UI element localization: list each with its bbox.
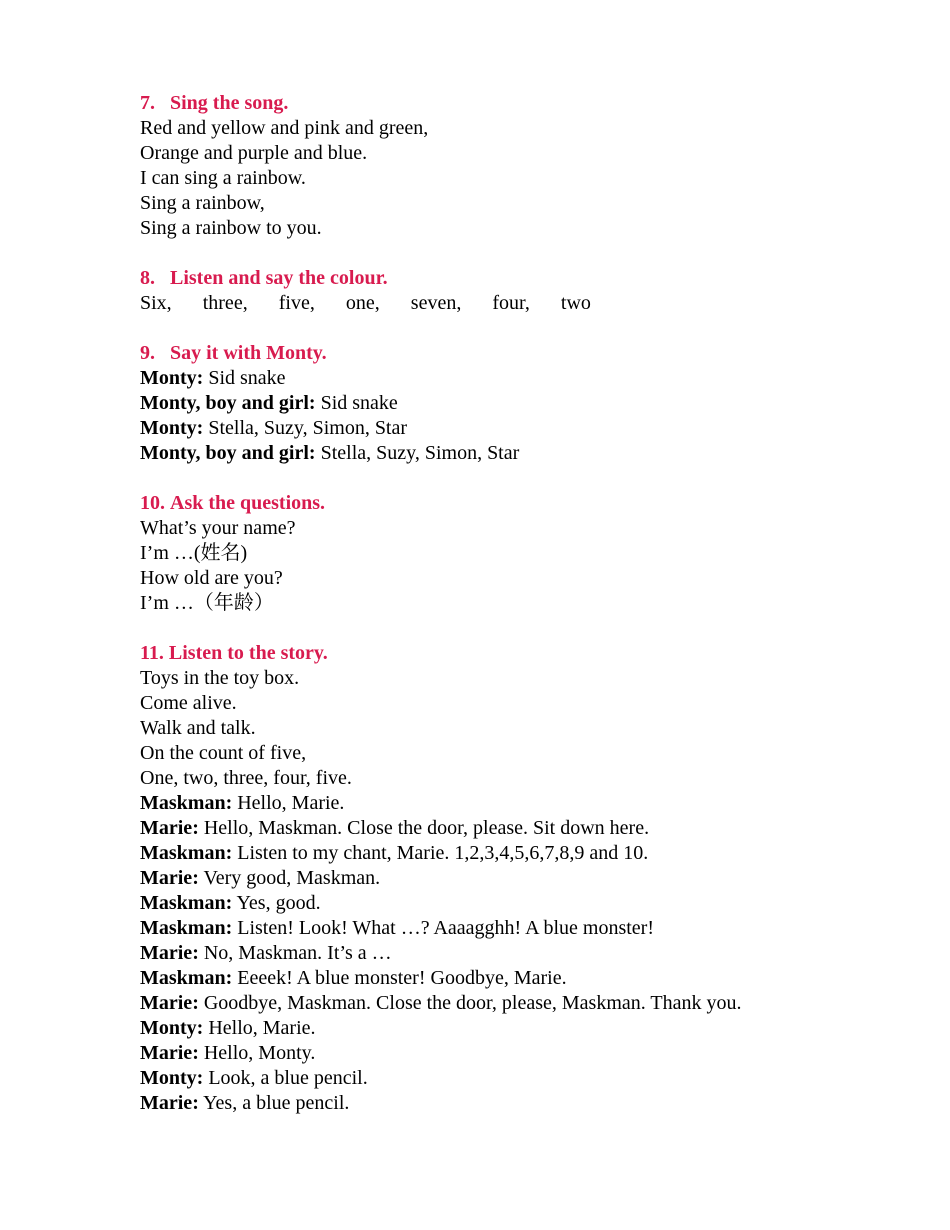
song-line: Sing a rainbow, [140, 192, 265, 214]
section-number: 9. [140, 342, 155, 364]
number-word: seven, [410, 292, 462, 314]
dialogue-text: Very good, Maskman. [198, 867, 381, 889]
number-word: two [560, 292, 591, 314]
dialogue-text: Yes, good. [232, 892, 321, 914]
section-10-heading [140, 491, 900, 516]
dialogue-text: Listen to my chant, Marie. 1,2,3,4,5,6,7,8,9 and 10. [232, 842, 649, 864]
number-word: Six, [140, 292, 172, 314]
song-line: Sing a rainbow to you. [140, 217, 322, 239]
document-page [140, 91, 900, 1116]
speaker-name: Maskman: [140, 892, 233, 914]
section-number: 10. [140, 492, 165, 514]
dialogue-line [140, 441, 900, 466]
speaker-name: Maskman: [140, 792, 233, 814]
question-line: What’s your name? [140, 517, 296, 539]
song-line: Red and yellow and pink and green, [140, 117, 429, 139]
section-9-heading [140, 341, 900, 366]
speaker-name: Marie: [140, 867, 199, 889]
song-line: Orange and purple and blue. [140, 142, 368, 164]
dialogue-line [140, 866, 900, 891]
speaker-name: Maskman: [140, 967, 233, 989]
number-word: three, [202, 292, 248, 314]
dialogue-text: Listen! Look! What …? Aaaagghh! A blue monster! [232, 917, 654, 939]
dialogue-text: Stella, Suzy, Simon, Star [315, 442, 520, 464]
number-word: one, [345, 292, 380, 314]
spacer [140, 616, 900, 641]
dialogue-line [140, 416, 900, 441]
dialogue-line [140, 891, 900, 916]
dialogue-text: Eeeek! A blue monster! Goodbye, Marie. [232, 967, 567, 989]
speaker-name: Marie: [140, 1042, 199, 1064]
speaker-name: Monty: [140, 367, 204, 389]
dialogue-line [140, 1041, 900, 1066]
number-word: five, [278, 292, 315, 314]
section-8-heading [140, 266, 900, 291]
chant-line: On the count of five, [140, 742, 307, 764]
dialogue-line [140, 791, 900, 816]
section-number: 8. [140, 267, 155, 289]
speaker-name: Maskman: [140, 917, 233, 939]
spacer [140, 241, 900, 266]
spacer [140, 316, 900, 341]
number-words-row [140, 291, 591, 316]
speaker-name: Marie: [140, 942, 199, 964]
speaker-name: Marie: [140, 992, 199, 1014]
speaker-name: Monty: [140, 1017, 204, 1039]
dialogue-text: Sid snake [203, 367, 286, 389]
dialogue-line [140, 916, 900, 941]
dialogue-text: Sid snake [315, 392, 398, 414]
question-line: How old are you? [140, 567, 283, 589]
chant-line: One, two, three, four, five. [140, 767, 352, 789]
dialogue-line [140, 1016, 900, 1041]
song-line: I can sing a rainbow. [140, 167, 306, 189]
section-title: Ask the questions. [170, 492, 326, 514]
number-word: four, [492, 292, 530, 314]
dialogue-line [140, 391, 900, 416]
dialogue-line [140, 1091, 900, 1116]
chant-line: Walk and talk. [140, 717, 256, 739]
dialogue-line [140, 1066, 900, 1091]
section-title: Listen to the story. [168, 642, 328, 664]
speaker-name: Monty: [140, 417, 204, 439]
chant-line: Toys in the toy box. [140, 667, 300, 689]
dialogue-text: No, Maskman. It’s a … [198, 942, 392, 964]
speaker-name: Monty: [140, 1067, 204, 1089]
section-11-heading [140, 641, 900, 666]
section-title: Say it with Monty. [170, 342, 327, 364]
chant-line: Come alive. [140, 692, 237, 714]
dialogue-text: Hello, Monty. [198, 1042, 316, 1064]
dialogue-text: Look, a blue pencil. [203, 1067, 368, 1089]
speaker-name: Monty, boy and girl: [140, 392, 316, 414]
answer-line: I’m …（年龄） [140, 592, 274, 614]
dialogue-text: Hello, Marie. [203, 1017, 316, 1039]
dialogue-text: Hello, Marie. [232, 792, 345, 814]
answer-line: I’m …(姓名) [140, 542, 248, 564]
section-7-heading [140, 91, 900, 116]
dialogue-text: Hello, Maskman. Close the door, please. Sit down here. [198, 817, 650, 839]
section-title: Sing the song. [170, 92, 289, 114]
dialogue-line [140, 841, 900, 866]
section-title: Listen and say the colour. [170, 267, 388, 289]
dialogue-line [140, 991, 900, 1016]
dialogue-text: Goodbye, Maskman. Close the door, please, Maskman. Thank you. [198, 992, 742, 1014]
speaker-name: Maskman: [140, 842, 233, 864]
section-number: 11. [140, 642, 164, 664]
dialogue-text: Stella, Suzy, Simon, Star [203, 417, 408, 439]
dialogue-text: Yes, a blue pencil. [198, 1092, 350, 1114]
speaker-name: Marie: [140, 1092, 199, 1114]
dialogue-line [140, 366, 900, 391]
spacer [140, 466, 900, 491]
section-number: 7. [140, 92, 155, 114]
speaker-name: Monty, boy and girl: [140, 442, 316, 464]
speaker-name: Marie: [140, 817, 199, 839]
dialogue-line [140, 941, 900, 966]
dialogue-line [140, 816, 900, 841]
dialogue-line [140, 966, 900, 991]
